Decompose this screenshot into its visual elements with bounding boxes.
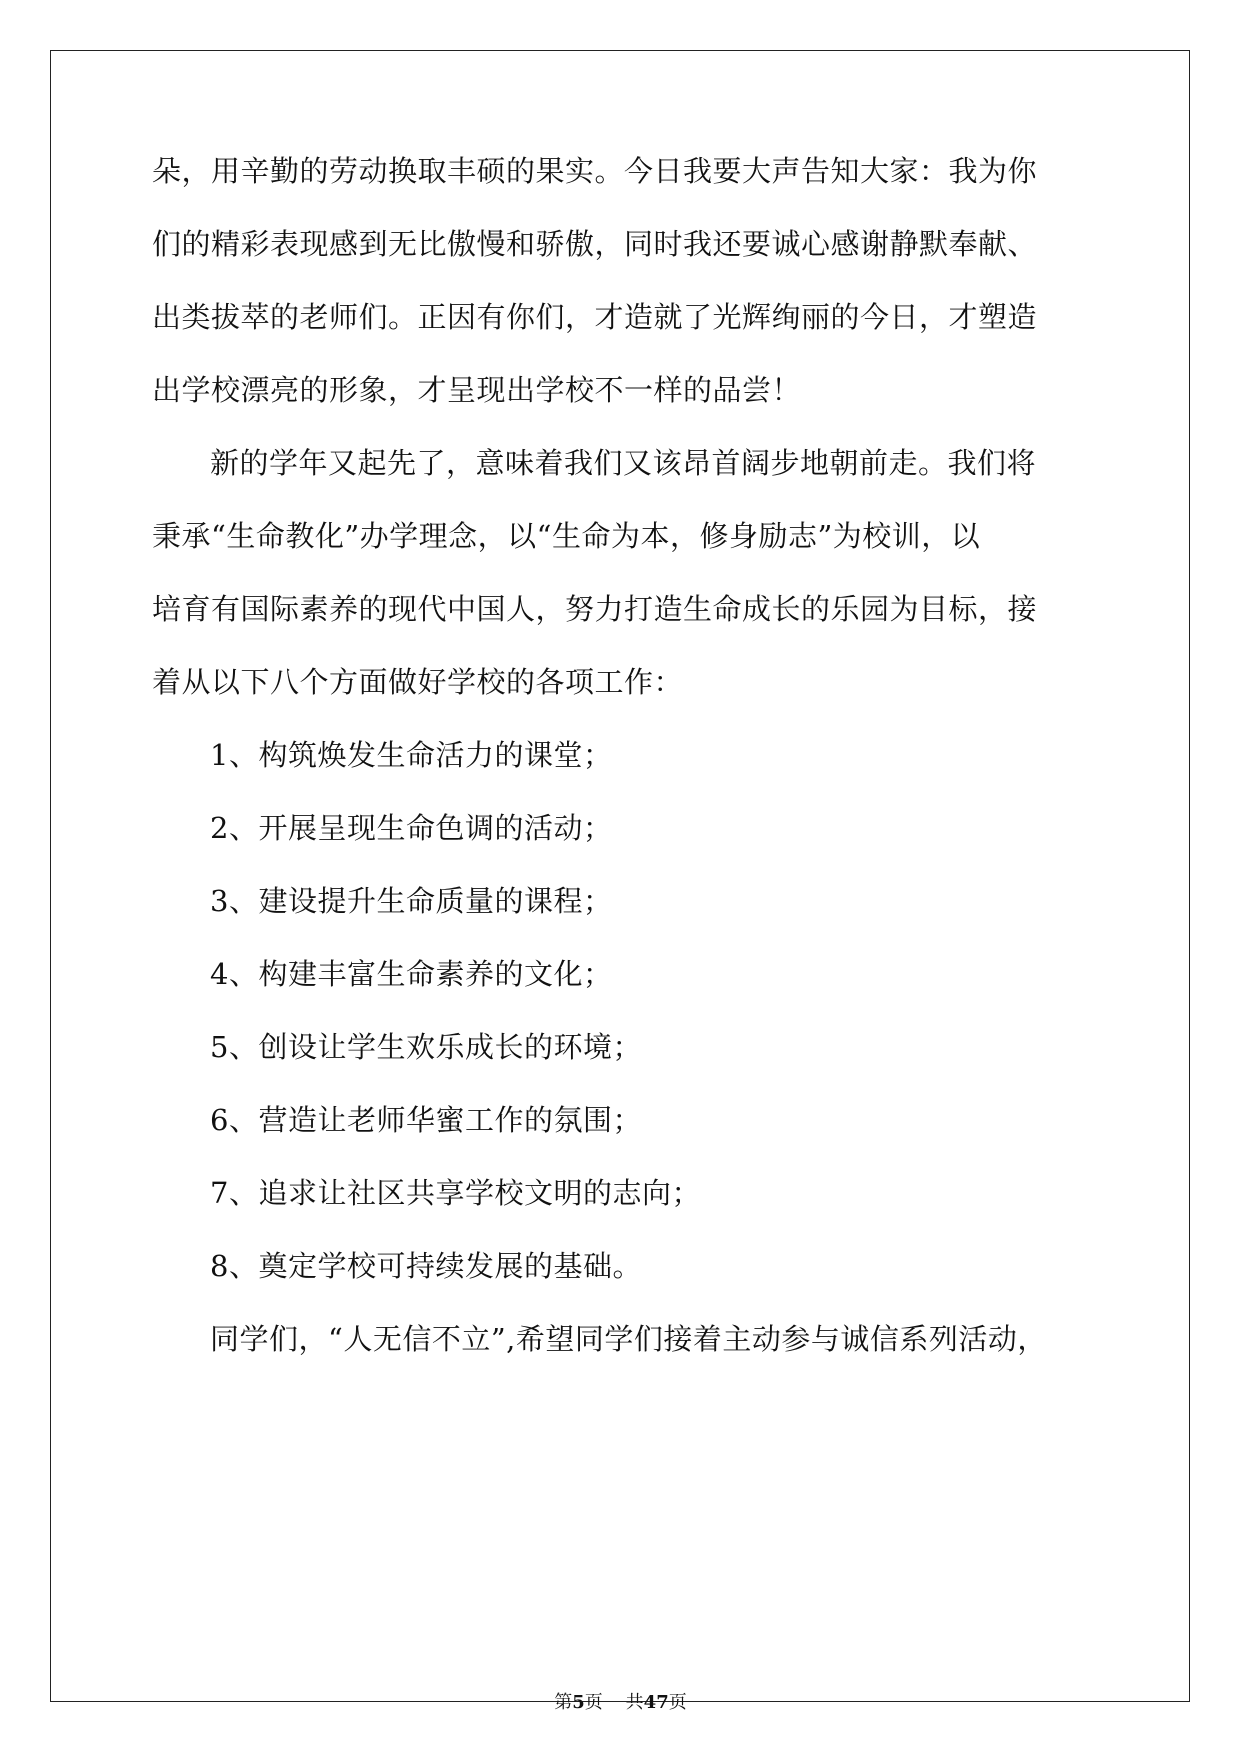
body-line: 朵，用辛勤的劳动换取丰硕的果实。今日我要大声告知大家：我为你 [152, 154, 1038, 188]
body-line: 着从以下八个方面做好学校的各项工作： [152, 665, 684, 699]
paragraph-start-line: 新的学年又起先了，意味着我们又该昂首阔步地朝前走。我们将 [210, 446, 1037, 480]
list-item: 8、奠定学校可持续发展的基础。 [210, 1249, 642, 1283]
list-item: 7、追求让社区共享学校文明的志向； [210, 1176, 701, 1210]
list-item: 1、构筑焕发生命活力的课堂； [210, 738, 613, 772]
body-line: 秉承“生命教化”办学理念，以“生命为本，修身励志”为校训，以 [152, 519, 981, 553]
list-item: 2、开展呈现生命色调的活动； [210, 811, 613, 845]
total-pages: 47 [643, 1692, 669, 1713]
paragraph-start-line: 同学们，“人无信不立”,希望同学们接着主动参与诚信系列活动， [210, 1322, 1047, 1356]
body-line: 出类拔萃的老师们。正因有你们，才造就了光辉绚丽的今日，才塑造 [152, 300, 1038, 334]
page-prefix: 第 [554, 1692, 573, 1713]
page-footer [0, 1692, 1241, 1714]
body-line: 们的精彩表现感到无比傲慢和骄傲，同时我还要诚心感谢静默奉献、 [152, 227, 1038, 261]
body-line: 培育有国际素养的现代中国人，努力打造生命成长的乐园为目标，接 [152, 592, 1038, 626]
body-line: 出学校漂亮的形象，才呈现出学校不一样的品尝！ [152, 373, 802, 407]
total-prefix: 共 [625, 1692, 644, 1713]
total-suffix: 页 [668, 1692, 687, 1713]
list-item: 4、构建丰富生命素养的文化； [210, 957, 613, 991]
list-item: 5、创设让学生欢乐成长的环境； [210, 1030, 642, 1064]
page-border [50, 50, 1190, 1702]
page-number: 5 [572, 1692, 585, 1713]
page-suffix: 页 [584, 1692, 603, 1713]
list-item: 3、建设提升生命质量的课程； [210, 884, 613, 918]
list-item: 6、营造让老师华蜜工作的氛围； [210, 1103, 642, 1137]
